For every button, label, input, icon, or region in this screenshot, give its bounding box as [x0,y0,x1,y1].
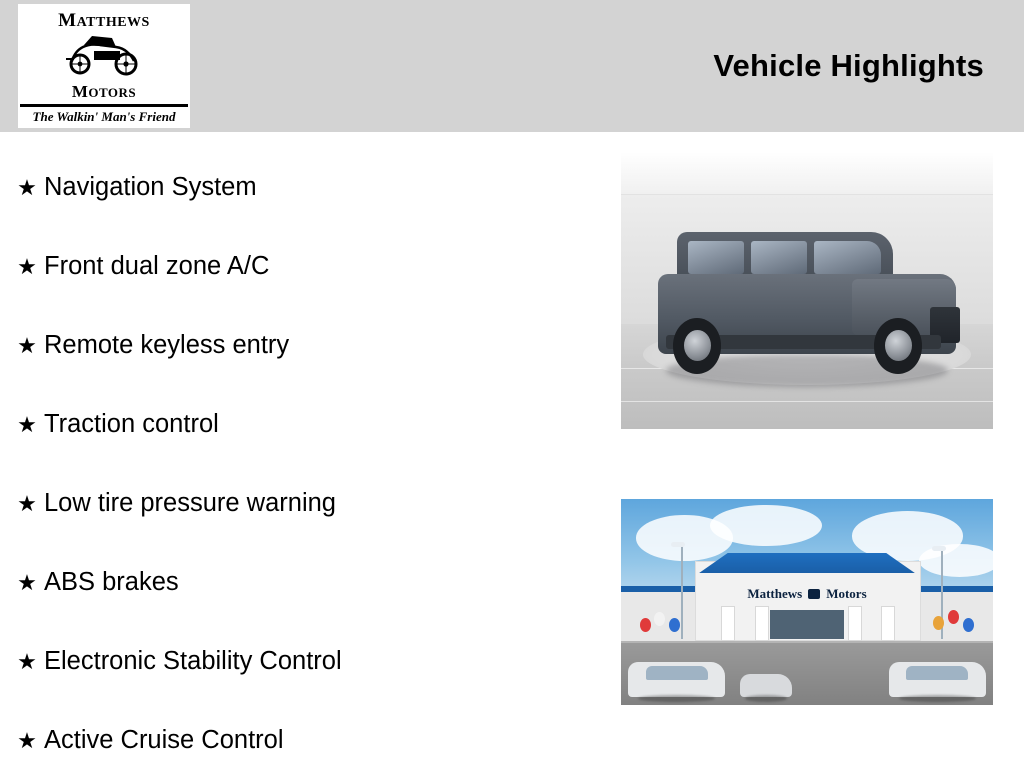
balloon [640,618,651,632]
sign-emblem-icon [808,589,820,599]
list-item [10,464,590,543]
star-bullet-icon: ★ [17,332,37,358]
lot-vehicle [628,662,725,697]
feature-label: ABS brakes [44,568,179,596]
feature-label: Low tire pressure warning [44,489,336,517]
vehicle-window [906,666,968,680]
light-pole [681,544,683,639]
floor-seam [621,401,993,402]
sign-text-left: Matthews [747,585,803,601]
list-item [10,385,590,464]
logo-bottom-rest: OTORS [88,85,137,100]
vehicle-window [751,241,807,274]
logo-top-cap: M [58,10,77,31]
list-item [10,306,590,385]
logo-wordmark-top [18,10,190,32]
column [881,606,895,641]
header-bar [0,0,1024,132]
feature-list [10,148,590,768]
vehicle-window [688,241,744,274]
feature-label: Electronic Stability Control [44,647,342,675]
star-bullet-icon: ★ [17,411,37,437]
light-fixture-icon [932,546,946,551]
column [848,606,862,641]
dealer-logo [18,4,190,128]
vehicle-wheel [874,318,922,373]
column [721,606,735,641]
list-item [10,622,590,701]
list-item [10,701,590,768]
star-bullet-icon: ★ [17,490,37,516]
list-item [10,543,590,622]
entrance-doors [770,610,844,639]
star-bullet-icon: ★ [17,174,37,200]
vintage-car-icon [54,31,154,77]
star-bullet-icon: ★ [17,253,37,279]
studio-ceiling [621,152,993,195]
column [755,606,769,641]
star-bullet-icon: ★ [17,569,37,595]
feature-label: Front dual zone A/C [44,252,270,280]
star-bullet-icon: ★ [17,727,37,753]
feature-label: Active Cruise Control [44,726,284,754]
lot-vehicle [740,674,792,697]
vehicle-windshield [814,241,881,274]
page-title: Vehicle Highlights [713,48,984,83]
list-item [10,148,590,227]
dealership-photo [621,499,993,705]
lot-vehicle [889,662,986,697]
cloud [710,505,822,546]
dealership-sign [710,581,903,606]
feature-label: Traction control [44,410,219,438]
light-fixture-icon [671,542,685,547]
feature-label: Navigation System [44,173,257,201]
list-item [10,227,590,306]
sign-text-right: Motors [826,585,867,601]
logo-divider [20,104,188,107]
logo-tagline: The Walkin' Man's Friend [32,109,176,124]
star-bullet-icon: ★ [17,648,37,674]
vehicle-photo [621,152,993,429]
vehicle-wheel [673,318,721,373]
logo-top-rest: ATTHEWS [76,15,150,30]
feature-label: Remote keyless entry [44,331,290,359]
logo-wordmark-bottom [18,82,190,102]
vehicle-window [646,666,708,680]
logo-bottom-cap: M [71,82,89,101]
